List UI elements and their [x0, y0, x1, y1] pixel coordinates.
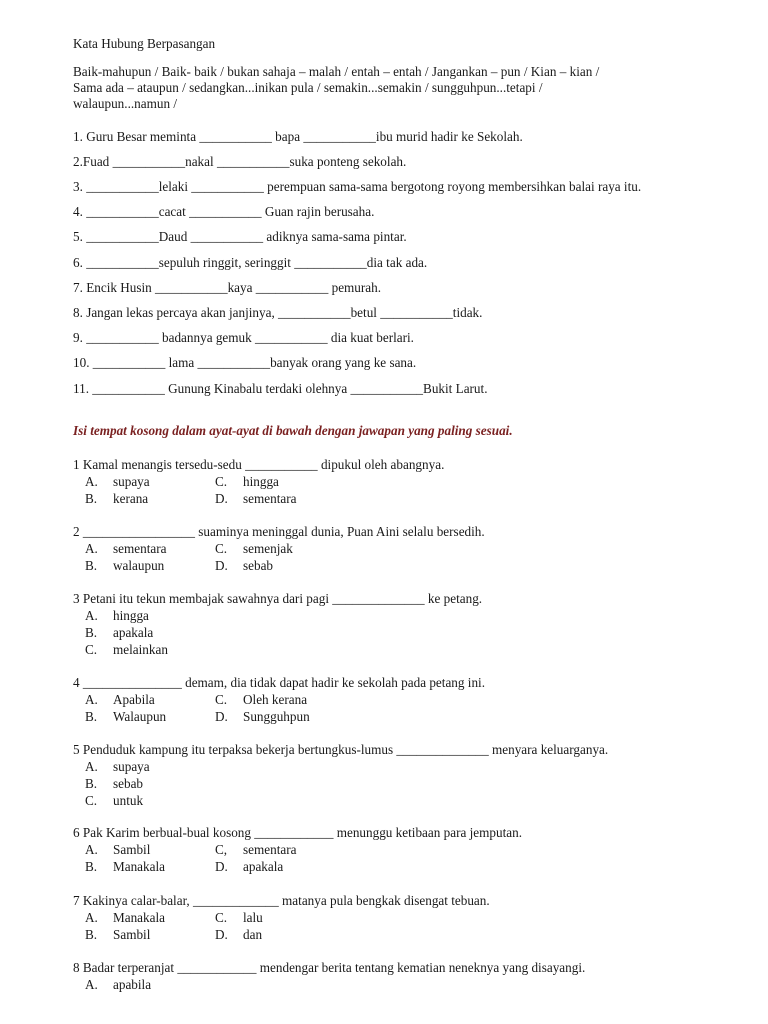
option-letter: D. — [215, 709, 228, 724]
option-letter: A. — [85, 474, 98, 489]
mcq-option — [85, 859, 165, 875]
option-text: Manakala — [113, 910, 165, 925]
mcq-option — [85, 608, 149, 624]
option-letter: A. — [85, 541, 98, 556]
option-letter: B. — [85, 927, 98, 942]
option-text: Manakala — [113, 859, 165, 874]
option-letter: B. — [85, 491, 98, 506]
option-text: hingga — [243, 474, 279, 489]
mcq-option — [215, 927, 262, 943]
option-letter: A. — [85, 692, 98, 707]
mcq-stem: 8 Badar terperanjat ____________ mendengar berita tentang kematian neneknya yang disayangi. — [73, 960, 586, 975]
mcq-option — [85, 692, 155, 708]
option-text: hingga — [113, 608, 149, 623]
option-letter: B. — [85, 859, 98, 874]
option-text: supaya — [113, 759, 150, 774]
word-list-line: Sama ada – ataupun / sedangkan...inikan pula / semakin...semakin / sungguhpun...tetapi / — [73, 80, 543, 95]
option-letter: D. — [215, 491, 228, 506]
option-letter: C. — [85, 642, 98, 657]
option-text: Sambil — [113, 927, 151, 942]
option-letter: A. — [85, 910, 98, 925]
option-letter: C, — [215, 842, 228, 857]
mcq-stem: 3 Petani itu tekun membajak sawahnya dari pagi ______________ ke petang. — [73, 591, 483, 606]
section-a-question: 8. Jangan lekas percaya akan janjinya, ___________betul ___________tidak. — [73, 305, 483, 320]
mcq-option — [85, 709, 166, 725]
option-text: Walaupun — [113, 709, 167, 724]
option-text: Apabila — [113, 692, 155, 707]
word-list-line: Baik-mahupun / Baik- baik / bukan sahaja – malah / entah – entah / Jangankan – pun / Kian – kian / — [73, 64, 600, 79]
mcq-option — [85, 759, 150, 775]
mcq-option — [215, 859, 283, 875]
mcq-option — [215, 842, 296, 858]
section-a-question: 10. ___________ lama ___________banyak orang yang ke sana. — [73, 355, 417, 370]
instruction-text: Isi tempat kosong dalam ayat-ayat di bawah dengan jawapan yang paling sesuai. — [73, 423, 513, 438]
mcq-stem: 4 _______________ demam, dia tidak dapat hadir ke sekolah pada petang ini. — [73, 675, 486, 690]
mcq-option — [85, 776, 143, 792]
mcq-stem: 6 Pak Karim berbual-bual kosong ____________ menunggu ketibaan para jemputan. — [73, 825, 523, 840]
option-letter: B. — [85, 558, 98, 573]
mcq-stem: 5 Penduduk kampung itu terpaksa bekerja bertungkus-lumus ______________ menyara keluarganya. — [73, 742, 609, 757]
mcq-stem: 7 Kakinya calar-balar, _____________ matanya pula bengkak disengat tebuan. — [73, 893, 490, 908]
mcq-option — [215, 558, 273, 574]
mcq-option — [215, 541, 293, 557]
mcq-option — [215, 474, 279, 490]
option-letter: B. — [85, 709, 98, 724]
option-text: apabila — [113, 977, 152, 992]
mcq-option — [85, 625, 153, 641]
section-a-question: 2.Fuad ___________nakal ___________suka ponteng sekolah. — [73, 154, 407, 169]
option-letter: B. — [85, 776, 98, 791]
option-text: walaupun — [113, 558, 165, 573]
option-letter: C. — [215, 474, 228, 489]
mcq-option — [215, 910, 263, 926]
option-letter: C. — [215, 541, 228, 556]
option-text: sementara — [243, 842, 297, 857]
option-letter: D. — [215, 558, 228, 573]
section-a-question: 11. ___________ Gunung Kinabalu terdaki olehnya ___________Bukit Larut. — [73, 381, 488, 396]
option-text: Oleh kerana — [243, 692, 308, 707]
mcq-option — [85, 541, 166, 557]
option-letter: C. — [215, 692, 228, 707]
option-text: melainkan — [113, 642, 168, 657]
option-letter: A. — [85, 842, 98, 857]
option-letter: A. — [85, 759, 98, 774]
mcq-option — [85, 793, 143, 809]
option-text: sebab — [113, 776, 144, 791]
mcq-option — [85, 642, 168, 658]
mcq-option — [85, 910, 165, 926]
section-a-question: 6. ___________sepuluh ringgit, seringgit ___________dia tak ada. — [73, 255, 428, 270]
option-text: sementara — [243, 491, 297, 506]
option-text: supaya — [113, 474, 150, 489]
title-text: Kata Hubung Berpasangan — [73, 36, 216, 51]
option-text: sementara — [113, 541, 167, 556]
option-text: semenjak — [243, 541, 293, 556]
mcq-stem: 2 _________________ suaminya meninggal dunia, Puan Aini selalu bersedih. — [73, 524, 485, 539]
option-text: apakala — [113, 625, 154, 640]
mcq-option — [85, 842, 150, 858]
mcq-option — [85, 474, 150, 490]
option-letter: D. — [215, 859, 228, 874]
option-letter: A. — [85, 608, 98, 623]
section-a-question: 4. ___________cacat ___________ Guan rajin berusaha. — [73, 204, 375, 219]
option-letter: C. — [85, 793, 98, 808]
option-text: Sungguhpun — [243, 709, 310, 724]
mcq-stem: 1 Kamal menangis tersedu-sedu ___________ dipukul oleh abangnya. — [73, 457, 445, 472]
word-list-line: walaupun...namun / — [73, 96, 178, 111]
option-letter: A. — [85, 977, 98, 992]
option-text: sebab — [243, 558, 274, 573]
option-text: untuk — [113, 793, 144, 808]
section-a-question: 7. Encik Husin ___________kaya ___________ pemurah. — [73, 280, 382, 295]
mcq-option — [85, 977, 151, 993]
mcq-option — [215, 692, 307, 708]
option-text: dan — [243, 927, 263, 942]
section-a-question: 1. Guru Besar meminta ___________ bapa ___________ibu murid hadir ke Sekolah. — [73, 129, 523, 144]
mcq-option — [85, 927, 150, 943]
section-a-question: 9. ___________ badannya gemuk ___________ dia kuat berlari. — [73, 330, 414, 345]
mcq-option — [85, 491, 148, 507]
section-a-question: 3. ___________lelaki ___________ perempuan sama-sama bergotong royong membersihkan balai raya itu. — [73, 179, 642, 194]
mcq-option — [215, 709, 310, 725]
option-text: apakala — [243, 859, 284, 874]
option-letter: B. — [85, 625, 98, 640]
mcq-option — [85, 558, 164, 574]
option-text: Sambil — [113, 842, 151, 857]
option-text: kerana — [113, 491, 149, 506]
section-a-question: 5. ___________Daud ___________ adiknya sama-sama pintar. — [73, 229, 407, 244]
option-letter: C. — [215, 910, 228, 925]
mcq-option — [215, 491, 296, 507]
option-letter: D. — [215, 927, 228, 942]
option-text: lalu — [243, 910, 263, 925]
